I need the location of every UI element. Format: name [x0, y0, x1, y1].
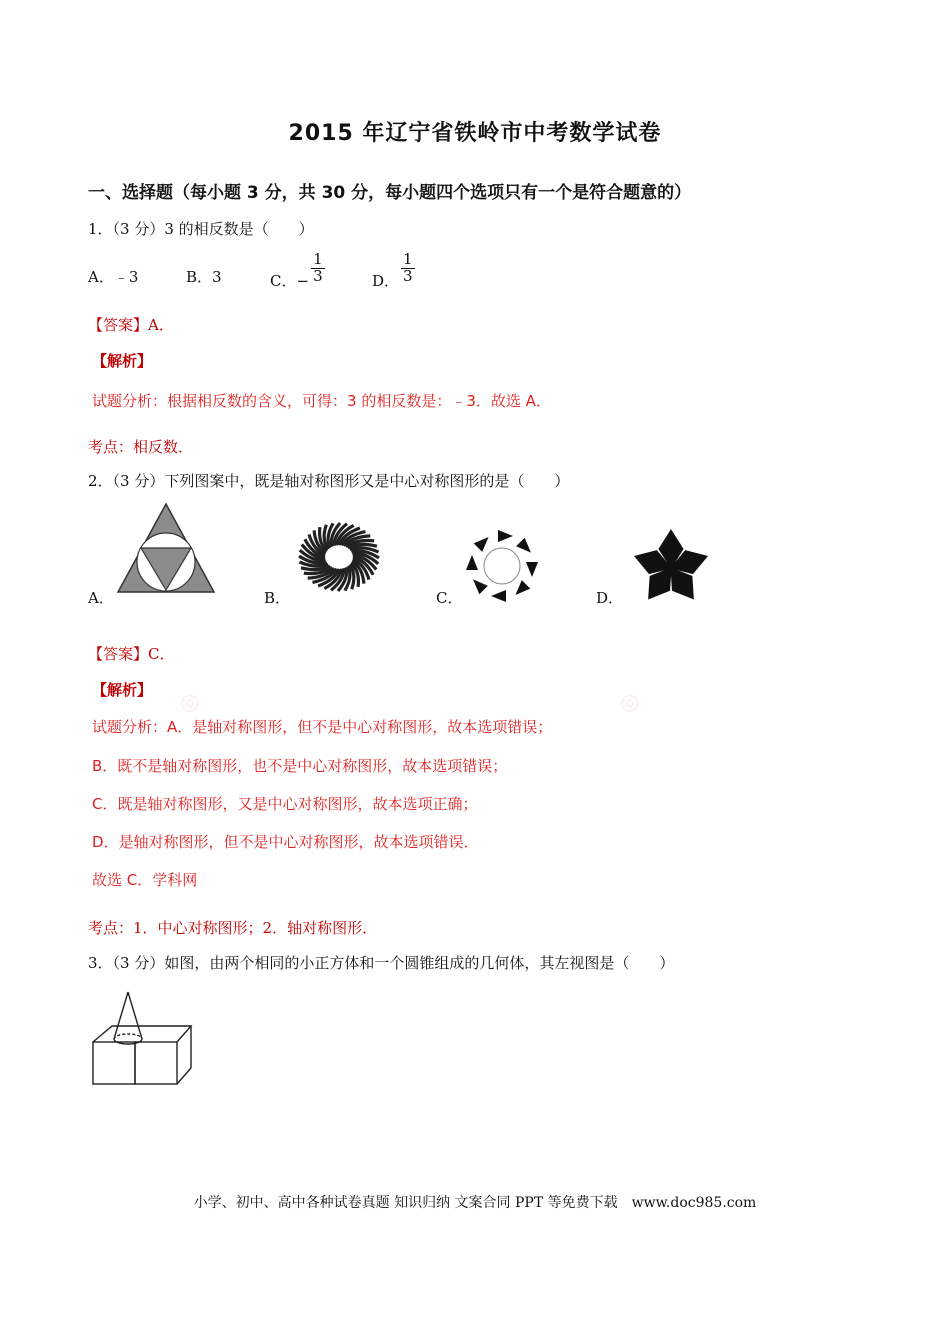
- q3-stem: 3．（3 分）如图，由两个相同的小正方体和一个圆锥组成的几何体，其左视图是（ ）: [88, 954, 675, 972]
- q1-option-d-fraction: [401, 252, 415, 285]
- q2-label-c: C．: [436, 589, 463, 607]
- q1-stem: 1．（3 分）3 的相反数是（ ）: [88, 220, 314, 238]
- q1-option-c-label: C．: [270, 272, 297, 291]
- q2-analysis-title: 【解析】: [92, 681, 153, 699]
- q2-stem: 2．（3 分）下列图案中，既是轴对称图形又是中心对称图形的是（ ）: [88, 472, 570, 490]
- triangle-circle-figure: [116, 500, 216, 596]
- q2-kaodian: 考点：1．中心对称图形；2．轴对称图形．: [88, 919, 378, 937]
- arrow-head: [526, 562, 538, 577]
- spiral-pinwheel-figure: [294, 514, 384, 600]
- q1-option-c-sign: −: [296, 272, 310, 291]
- footer-text: 小学、初中、高中各种试卷真题 知识归纳 文案合同 PPT 等免费下载 www.doc985.com: [193, 1195, 757, 1211]
- q1-analysis-line: 试题分析：根据相反数的含义，可得：3 的相反数是：﹣3．故选 A．: [92, 392, 551, 410]
- q1-option-d: [372, 250, 415, 291]
- fraction-numerator: 1: [403, 250, 413, 268]
- q1-option-d-label: D．: [372, 272, 400, 291]
- page-title: 2015 年辽宁省铁岭市中考数学试卷: [288, 121, 662, 146]
- arrow-head: [498, 530, 513, 542]
- arrow-head: [473, 579, 488, 594]
- q2-answer: 【答案】C．: [88, 645, 175, 663]
- q2-analysis-line: 试题分析：A．是轴对称图形，但不是中心对称图形，故本选项错误；: [92, 718, 553, 736]
- cone-cubes-figure: [90, 990, 196, 1086]
- fraction-denominator: 3: [313, 266, 323, 285]
- q2-label-d: D．: [596, 589, 624, 607]
- q1-option-b: B．3: [186, 268, 222, 286]
- q2-analysis-line: C．既是轴对称图形，又是中心对称图形，故本选项正确；: [92, 795, 478, 813]
- q1-kaodian: 考点：相反数．: [88, 438, 194, 456]
- fraction-numerator: 1: [313, 250, 323, 268]
- arrow-head: [516, 538, 531, 553]
- q1-answer: 【答案】A．: [88, 316, 174, 334]
- watermark: ◎: [177, 688, 202, 717]
- q2-label-a: A．: [88, 589, 114, 607]
- q2-analysis-line: B．既不是轴对称图形，也不是中心对称图形，故本选项错误；: [92, 757, 508, 775]
- q2-analysis-line: D．是轴对称图形，但不是中心对称图形，故本选项错误．: [92, 833, 479, 851]
- arrow-head: [474, 537, 489, 552]
- q1-option-a: A．﹣3: [88, 268, 139, 286]
- star-rhombus-figure: [628, 524, 714, 604]
- arrow-ring-figure: [460, 524, 544, 608]
- q1-option-c-fraction: [311, 252, 325, 285]
- arrow-head: [515, 580, 530, 595]
- q2-label-b: B．: [264, 589, 291, 607]
- q2-analysis-line: 故选 C．学科网: [92, 871, 198, 889]
- watermark: ◎: [617, 688, 642, 717]
- arrow-head: [491, 590, 506, 602]
- fraction-denominator: 3: [403, 266, 413, 285]
- q1-option-c: [270, 250, 325, 291]
- arrow-head: [466, 555, 478, 570]
- q1-analysis-title: 【解析】: [92, 352, 153, 370]
- section-heading: 一、选择题（每小题 3 分，共 30 分，每小题四个选项只有一个是符合题意的）: [88, 183, 692, 203]
